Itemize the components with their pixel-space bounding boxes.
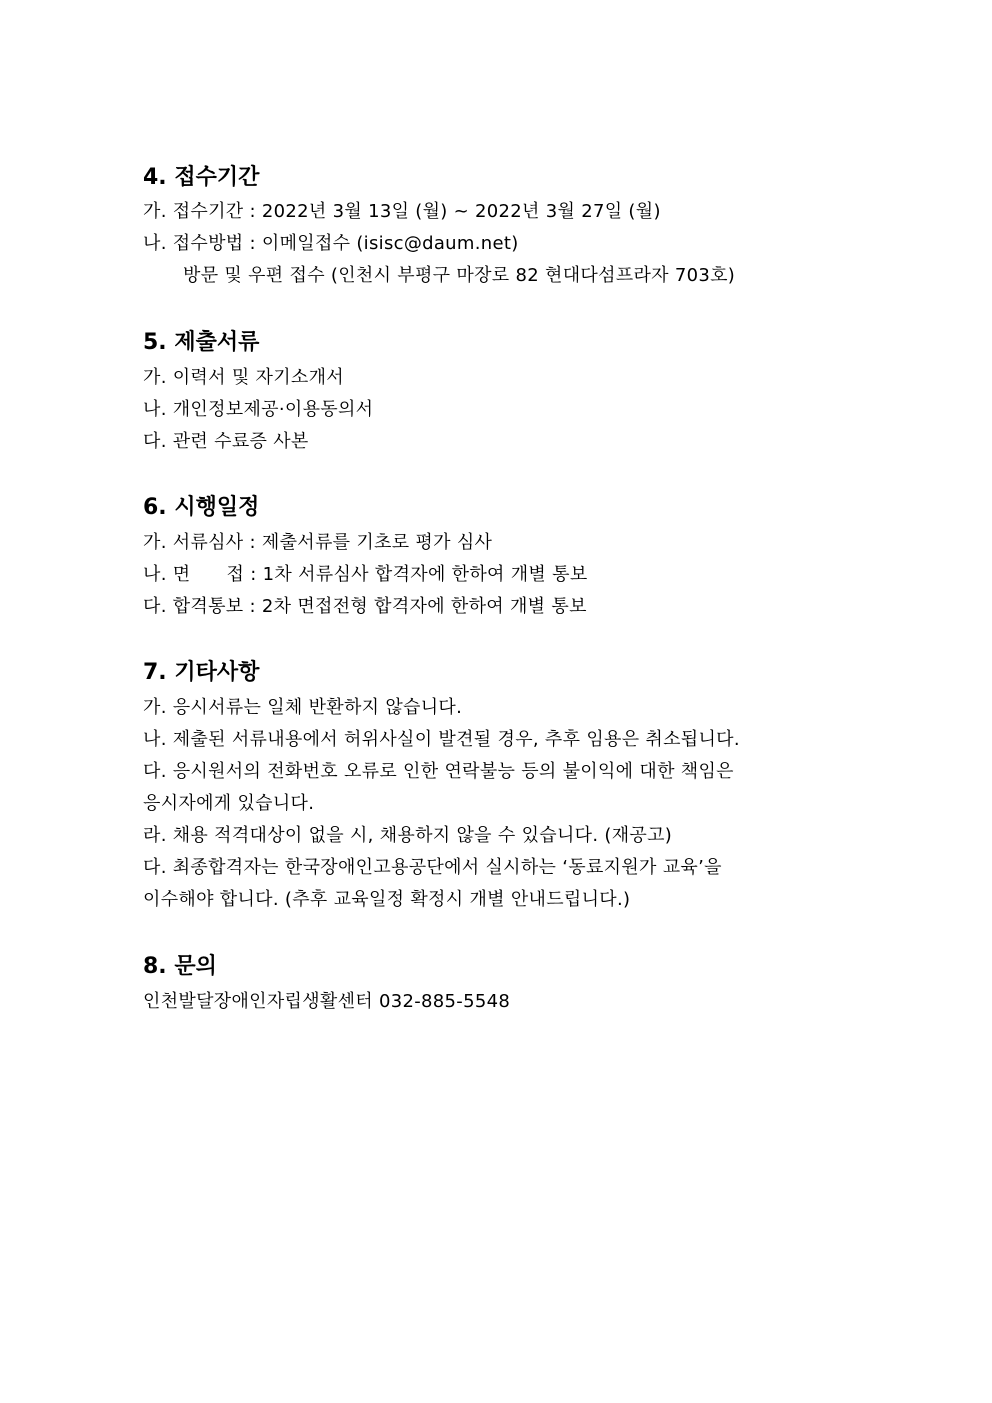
contact-line: 인천발달장애인자립생활센터 032-885-5548 xyxy=(143,991,511,1012)
text-line: 가. 이력서 및 자기소개서 xyxy=(143,367,344,388)
text-line: 이수해야 합니다. (추후 교육일정 확정시 개별 안내드립니다.) xyxy=(143,889,631,910)
text-line: 나. 접수방법 : 이메일접수 (isisc@daum.net) xyxy=(143,233,519,254)
text-line: 다. 응시원서의 전화번호 오류로 인한 연락불능 등의 불이익에 대한 책임은 xyxy=(143,761,734,782)
text-line: 다. 최종합격자는 한국장애인고용공단에서 실시하는 ‘동료지원가 교육’을 xyxy=(143,857,722,878)
text-line: 나. 제출된 서류내용에서 허위사실이 발견될 경우, 추후 임용은 취소됩니다. xyxy=(143,729,740,750)
text-line: 가. 응시서류는 일체 반환하지 않습니다. xyxy=(143,697,463,718)
text-line: 나. 면 접 : 1차 서류심사 합격자에 한하여 개별 통보 xyxy=(143,564,588,585)
text-line: 응시자에게 있습니다. xyxy=(143,793,315,814)
section-heading-application-period: 4. 접수기간 xyxy=(143,165,260,190)
text-line: 가. 서류심사 : 제출서류를 기초로 평가 심사 xyxy=(143,532,493,553)
text-line: 나. 개인정보제공·이용동의서 xyxy=(143,399,374,420)
section-heading-documents: 5. 제출서류 xyxy=(143,330,260,355)
section-heading-schedule: 6. 시행일정 xyxy=(143,495,260,520)
text-line: 다. 관련 수료증 사본 xyxy=(143,431,309,452)
section-heading-inquiry: 8. 문의 xyxy=(143,954,217,979)
text-line: 가. 접수기간 : 2022년 3월 13일 (월) ~ 2022년 3월 27일 (월) xyxy=(143,201,661,222)
text-line: 라. 채용 적격대상이 없을 시, 채용하지 않을 수 있습니다. (재공고) xyxy=(143,825,673,846)
text-line: 다. 합격통보 : 2차 면접전형 합격자에 한하여 개별 통보 xyxy=(143,596,587,617)
section-heading-other: 7. 기타사항 xyxy=(143,660,260,685)
text-line: 방문 및 우편 접수 (인천시 부평구 마장로 82 현대다섬프라자 703호) xyxy=(183,265,736,286)
